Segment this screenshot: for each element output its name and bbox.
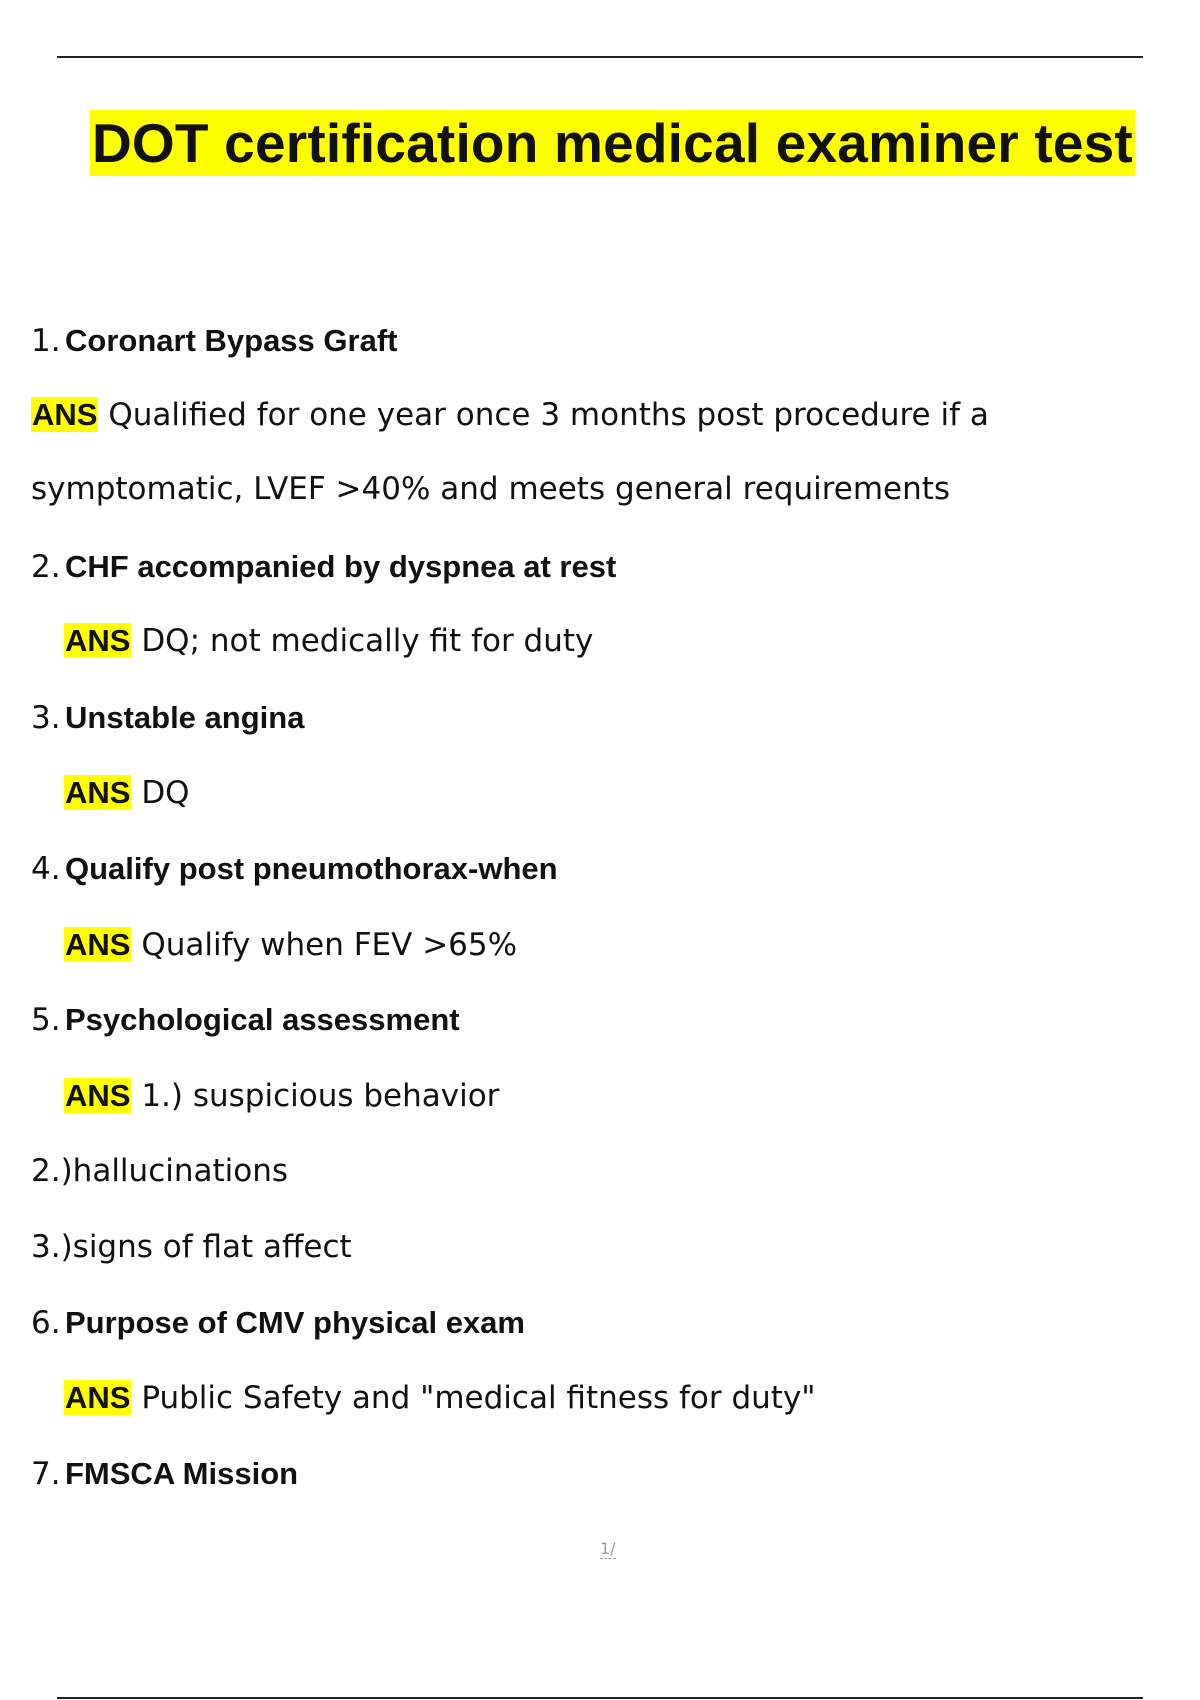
question-number: 2. bbox=[31, 549, 61, 585]
document-title: DOT certification medical examiner test bbox=[92, 112, 1133, 174]
question-number: 4. bbox=[31, 851, 61, 887]
question-text: Purpose of CMV physical exam bbox=[65, 1305, 525, 1340]
question-7 bbox=[31, 1454, 298, 1494]
question-text: Unstable angina bbox=[65, 700, 305, 735]
question-text: Qualify post pneumothorax-when bbox=[65, 851, 558, 886]
answer-6 bbox=[64, 1378, 816, 1418]
answer-text: DQ bbox=[141, 775, 190, 811]
answer-1-continued bbox=[31, 469, 950, 509]
answer-3 bbox=[64, 773, 190, 813]
answer-4 bbox=[64, 925, 517, 965]
answer-5-sub-2 bbox=[31, 1151, 288, 1191]
page-number-marker: 1/ bbox=[600, 1539, 616, 1558]
ans-highlight-tag: ANS bbox=[65, 775, 131, 810]
ans-highlight-tag: ANS bbox=[65, 1078, 131, 1113]
answer-5-sub-3 bbox=[31, 1227, 352, 1267]
question-text: Coronart Bypass Graft bbox=[65, 323, 398, 358]
answer-text: Qualified for one year once 3 months post procedure if a bbox=[108, 397, 989, 433]
ans-highlight-tag: ANS bbox=[65, 927, 131, 962]
sub-answer-number: 3.) bbox=[31, 1229, 73, 1265]
question-number: 3. bbox=[31, 700, 61, 736]
question-5 bbox=[31, 1000, 460, 1040]
top-rule bbox=[57, 56, 1143, 58]
question-2 bbox=[31, 547, 616, 587]
question-number: 1. bbox=[31, 323, 61, 359]
ans-highlight-tag: ANS bbox=[65, 1380, 131, 1415]
question-text: Psychological assessment bbox=[65, 1002, 460, 1037]
sub-answer-text: signs of flat affect bbox=[72, 1229, 352, 1265]
question-3 bbox=[31, 698, 304, 738]
answer-1 bbox=[31, 395, 989, 435]
answer-text: Qualify when FEV >65% bbox=[141, 927, 518, 963]
answer-2 bbox=[64, 621, 593, 661]
answer-text: DQ; not medically fit for duty bbox=[141, 623, 594, 659]
sub-answer-text: hallucinations bbox=[72, 1153, 289, 1189]
question-number: 7. bbox=[31, 1456, 61, 1492]
answer-text: Public Safety and "medical fitness for duty" bbox=[141, 1380, 816, 1416]
sub-answer-number: 2.) bbox=[31, 1153, 73, 1189]
title-wrapper bbox=[90, 110, 1135, 176]
question-number: 5. bbox=[31, 1002, 61, 1038]
question-number: 6. bbox=[31, 1305, 61, 1341]
answer-5 bbox=[64, 1076, 499, 1116]
question-text: CHF accompanied by dyspnea at rest bbox=[65, 549, 617, 584]
answer-text: 1.) suspicious behavior bbox=[141, 1078, 500, 1114]
question-4 bbox=[31, 849, 558, 889]
ans-highlight-tag: ANS bbox=[32, 397, 98, 432]
question-6 bbox=[31, 1303, 525, 1343]
ans-highlight-tag: ANS bbox=[65, 623, 131, 658]
question-1 bbox=[31, 321, 397, 361]
question-text: FMSCA Mission bbox=[65, 1456, 299, 1491]
answer-text: symptomatic, LVEF >40% and meets general requirements bbox=[31, 471, 951, 507]
bottom-rule bbox=[57, 1697, 1143, 1699]
